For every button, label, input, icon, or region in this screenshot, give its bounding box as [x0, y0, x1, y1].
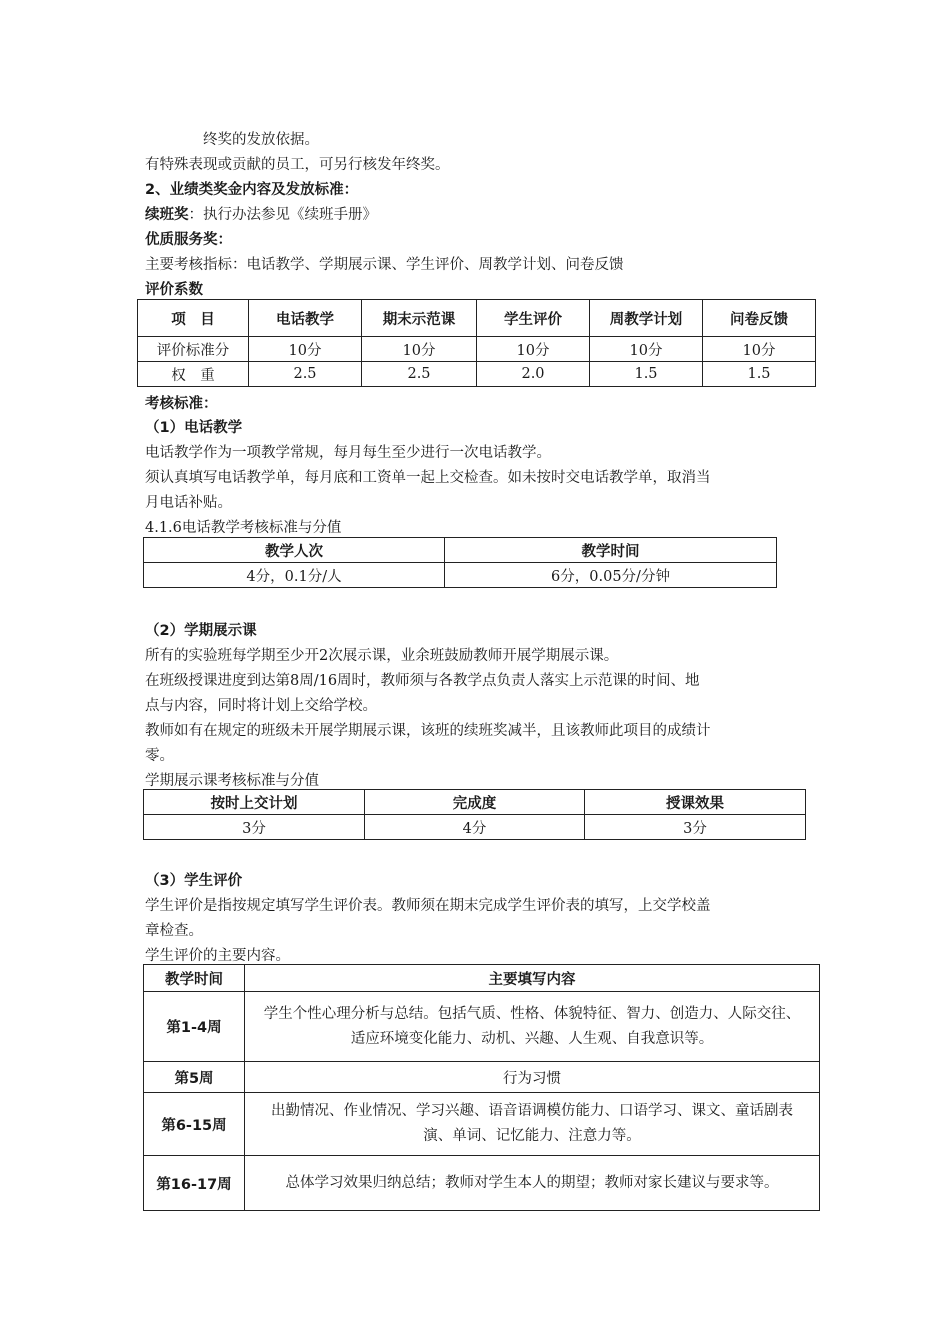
text-line: 零。 — [145, 748, 174, 764]
table-header-row — [144, 790, 806, 815]
text-span: ：执行办法参见《续班手册》 — [188, 207, 377, 223]
table-cell: 评价标准分 — [138, 337, 249, 362]
table-header-cell: 授课效果 — [585, 790, 806, 815]
table-header-row — [144, 538, 777, 563]
text-line — [145, 203, 377, 224]
table-cell: 10分 — [477, 337, 590, 362]
text-line: 章检查。 — [145, 923, 203, 939]
text-line: 学生评价是指按规定填写学生评价表。教师须在期末完成学生评价表的填写，上交学校盖 — [145, 898, 711, 914]
table-cell-content: 总体学习效果归纳总结；教师对学生本人的期望；教师对家长建议与要求等。 — [245, 1156, 820, 1211]
table-row — [144, 992, 820, 1062]
text-line: 教师如有在规定的班级未开展学期展示课，该班的续班奖减半，且该教师此项目的成绩计 — [145, 723, 711, 739]
table-cell: 6分，0.05分/分钟 — [445, 563, 777, 588]
table-header-cell: 项 目 — [138, 300, 249, 337]
table-cell-week: 第16-17周 — [144, 1156, 245, 1211]
table-cell: 3分 — [144, 815, 365, 840]
student-evaluation-table — [143, 964, 820, 1211]
table-cell-content: 行为习惯 — [245, 1062, 820, 1093]
table-header-cell: 教学时间 — [144, 965, 245, 992]
table-cell: 2.0 — [477, 362, 590, 387]
table-header-cell: 周教学计划 — [590, 300, 703, 337]
text-line: 月电话补贴。 — [145, 495, 232, 511]
table-row — [138, 337, 816, 362]
table-row — [144, 815, 806, 840]
text-line: 在班级授课进度到达第8周/16周时，教师须与各教学点负责人落实上示范课的时间、地 — [145, 673, 700, 689]
table-row — [144, 1156, 820, 1211]
bold-label: 续班奖 — [145, 207, 189, 223]
table-header-cell: 期末示范课 — [362, 300, 477, 337]
subsection-title: （1）电话教学 — [145, 420, 243, 436]
table-cell: 10分 — [590, 337, 703, 362]
table-header-cell: 主要填写内容 — [245, 965, 820, 992]
table-cell: 1.5 — [703, 362, 816, 387]
table-header-cell: 按时上交计划 — [144, 790, 365, 815]
table-cell: 4分 — [365, 815, 585, 840]
text-line: 须认真填写电话教学单，每月底和工资单一起上交检查。如未按时交电话教学单，取消当 — [145, 470, 711, 486]
table-row — [144, 1093, 820, 1156]
table-cell: 10分 — [362, 337, 477, 362]
table-header-cell: 问卷反馈 — [703, 300, 816, 337]
section-heading: 2、业绩类奖金内容及发放标准： — [145, 182, 359, 198]
section-heading: 优质服务奖： — [145, 232, 232, 248]
table-cell: 2.5 — [362, 362, 477, 387]
table-cell-content: 学生个性心理分析与总结。包括气质、性格、体貌特征、智力、创造力、人际交往、适应环境变化能力、动机、兴趣、人生观、自我意识等。 — [245, 992, 820, 1062]
table-cell-week: 第6-15周 — [144, 1093, 245, 1156]
table-cell: 权 重 — [138, 362, 249, 387]
text-line: 终奖的发放依据。 — [203, 132, 319, 148]
table-cell: 4分，0.1分/人 — [144, 563, 445, 588]
table-cell-week: 第1-4周 — [144, 992, 245, 1062]
table-cell: 1.5 — [590, 362, 703, 387]
table-header-cell: 电话教学 — [249, 300, 362, 337]
text-line: 电话教学作为一项教学常规，每月每生至少进行一次电话教学。 — [145, 445, 551, 461]
table-row — [144, 563, 777, 588]
section-heading: 考核标准： — [145, 396, 218, 412]
text-line: 点与内容，同时将计划上交给学校。 — [145, 698, 377, 714]
table-cell: 2.5 — [249, 362, 362, 387]
text-line: 有特殊表现或贡献的员工，可另行核发年终奖。 — [145, 157, 450, 173]
table-header-row — [138, 300, 816, 337]
table-row — [138, 362, 816, 387]
table-caption: 学生评价的主要内容。 — [145, 948, 290, 964]
demo-class-table — [143, 789, 806, 840]
section-heading: 评价系数 — [145, 282, 203, 298]
table-header-cell: 完成度 — [365, 790, 585, 815]
table-caption: 4.1.6电话教学考核标准与分值 — [145, 520, 342, 536]
table-header-row — [144, 965, 820, 992]
text-line: 所有的实验班每学期至少开2次展示课，业余班鼓励教师开展学期展示课。 — [145, 648, 619, 664]
subsection-title: （2）学期展示课 — [145, 623, 257, 639]
phone-teaching-table — [143, 537, 777, 588]
table-cell-content: 出勤情况、作业情况、学习兴趣、语音语调模仿能力、口语学习、课文、童话剧表演、单词、记忆能力、注意力等。 — [245, 1093, 820, 1156]
table-header-cell: 教学人次 — [144, 538, 445, 563]
table-cell: 10分 — [703, 337, 816, 362]
table-cell: 10分 — [249, 337, 362, 362]
subsection-title: （3）学生评价 — [145, 873, 243, 889]
coefficient-table — [137, 299, 816, 387]
table-row — [144, 1062, 820, 1093]
table-header-cell: 学生评价 — [477, 300, 590, 337]
table-cell: 3分 — [585, 815, 806, 840]
table-caption: 学期展示课考核标准与分值 — [145, 773, 319, 789]
text-line: 主要考核指标：电话教学、学期展示课、学生评价、周教学计划、问卷反馈 — [145, 257, 624, 273]
table-header-cell: 教学时间 — [445, 538, 777, 563]
table-cell-week: 第5周 — [144, 1062, 245, 1093]
